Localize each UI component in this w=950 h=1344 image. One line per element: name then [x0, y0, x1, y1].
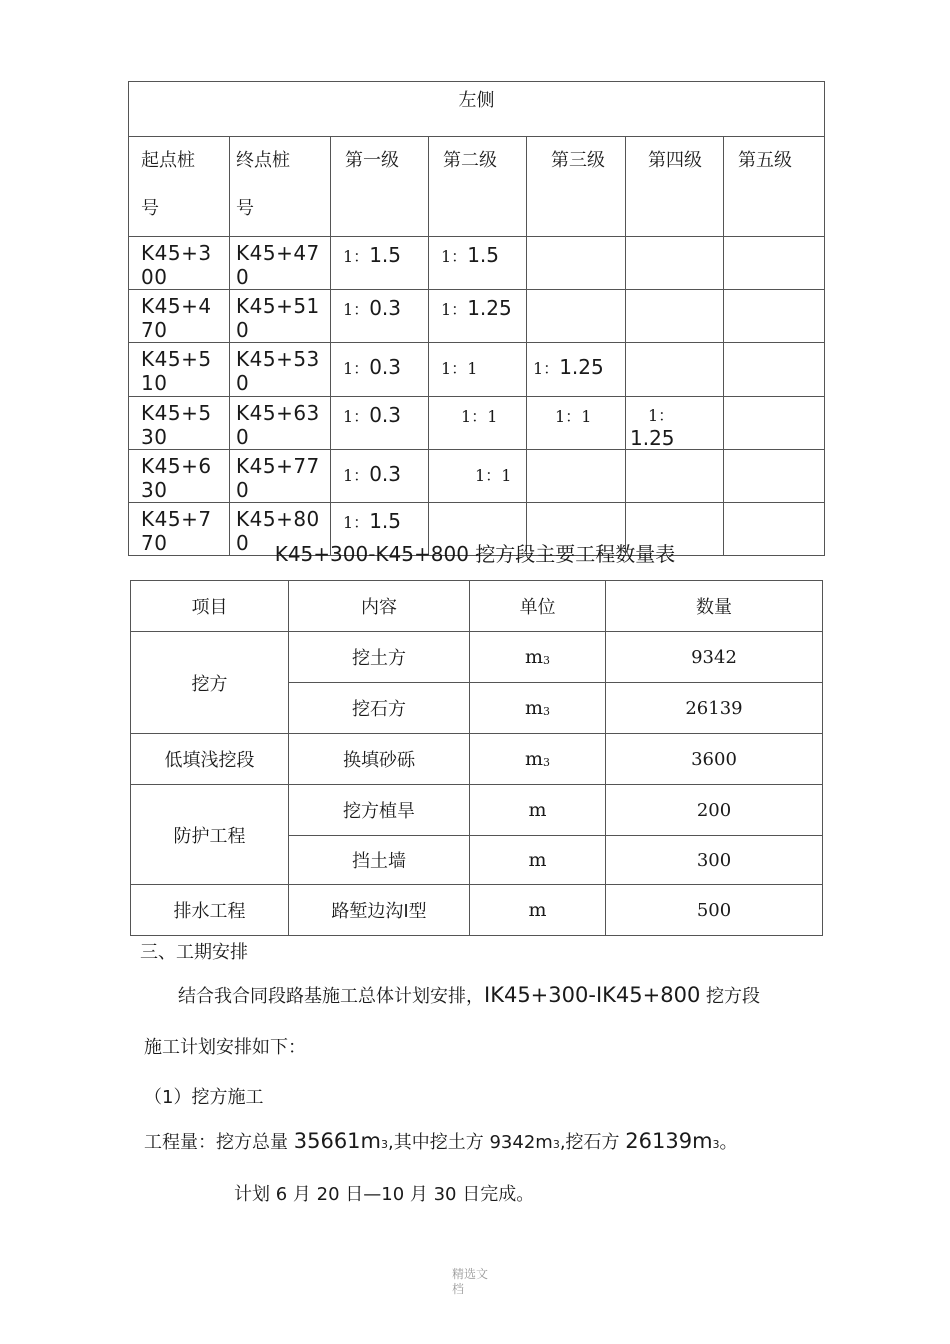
end-stake-cell — [230, 237, 331, 290]
level-5-cell — [724, 237, 825, 290]
header-text: 终点桩 — [236, 150, 290, 171]
stake-text: 0 — [236, 478, 250, 502]
unit-cell — [470, 836, 606, 885]
header-end-stake — [230, 137, 331, 237]
unit-text: m — [528, 849, 547, 871]
ratio-prefix: 1： — [343, 300, 370, 319]
stake-range: IK45+300-IK45+800 — [484, 983, 701, 1007]
ratio-value: 1 — [501, 466, 512, 485]
stake-text: 10 — [141, 371, 168, 395]
table-row — [131, 632, 823, 683]
ratio-value: 1.5 — [369, 243, 401, 267]
stake-text: 0 — [236, 371, 250, 395]
end-stake-cell — [230, 450, 331, 503]
level-1-cell — [331, 450, 429, 503]
level-5-cell — [724, 450, 825, 503]
level-2-cell — [429, 237, 527, 290]
unit-exponent: 3 — [552, 1138, 560, 1151]
level-1-cell — [331, 237, 429, 290]
quantity-text: ,挖石方 — [559, 1132, 626, 1153]
unit-text: m — [524, 748, 544, 770]
quantity-table-caption: K45+300-K45+800 挖方段主要工程数量表 — [274, 542, 676, 566]
ratio-value: 1 — [467, 359, 478, 378]
stake-text: K45+53 — [236, 347, 320, 371]
stake-text: 30 — [141, 478, 168, 502]
unit-text: m — [360, 1129, 382, 1153]
stake-text: K45+4 — [141, 294, 212, 318]
header-text: 号 — [141, 198, 159, 219]
unit-text: m — [528, 799, 547, 821]
level-3-cell — [527, 397, 626, 450]
header-item: 项目 — [131, 581, 289, 632]
quantity-table — [130, 580, 823, 936]
ratio-prefix: 1： — [441, 247, 468, 266]
stake-text: K45+6 — [141, 454, 212, 478]
group-low-fill: 低填浅挖段 — [131, 734, 289, 785]
table-title-row — [129, 82, 825, 137]
ratio-value: 1.25 — [467, 296, 512, 320]
table-row — [131, 785, 823, 836]
ratio-prefix: 1： — [461, 407, 488, 426]
unit-exponent: 3 — [543, 756, 551, 769]
header-unit: 单位 — [470, 581, 606, 632]
header-text: 号 — [236, 198, 254, 219]
table-row — [131, 885, 823, 936]
group-protection: 防护工程 — [131, 785, 289, 885]
stake-text: 70 — [141, 531, 168, 555]
ratio-value: 1.25 — [630, 426, 675, 450]
quantity-text: 工程量：挖方总量 — [144, 1132, 294, 1153]
ratio-value: 0.3 — [369, 462, 401, 486]
total-volume: 35661 — [293, 1129, 361, 1153]
start-stake-cell — [129, 237, 230, 290]
table-header-row — [131, 581, 823, 632]
unit-text: m — [528, 899, 547, 921]
unit-cell — [470, 885, 606, 936]
level-4-cell — [626, 397, 724, 450]
ratio-prefix: 1： — [343, 466, 370, 485]
ratio-prefix: 1： — [533, 359, 560, 378]
header-level-1: 第一级 — [331, 137, 429, 237]
end-stake-cell — [230, 343, 331, 397]
ratio-prefix: 1： — [343, 247, 370, 266]
start-stake-cell — [129, 450, 230, 503]
table-header-row — [129, 137, 825, 237]
quantity-text: 。 — [719, 1132, 738, 1153]
level-4-cell — [626, 290, 724, 343]
level-3-cell — [527, 290, 626, 343]
unit-cell — [470, 683, 606, 734]
header-quantity: 数量 — [606, 581, 823, 632]
quantity-cell: 9342 — [606, 632, 823, 683]
quantity-cell: 3600 — [606, 734, 823, 785]
level-1-cell — [331, 397, 429, 450]
unit-exponent: 3 — [543, 705, 551, 718]
level-2-cell — [429, 450, 527, 503]
unit-text: m — [524, 697, 544, 719]
footer-watermark — [452, 1267, 488, 1297]
level-2-cell — [429, 343, 527, 397]
quantity-line — [144, 1128, 738, 1154]
start-stake-cell — [129, 397, 230, 450]
table-row — [129, 237, 825, 290]
unit-exponent: 3 — [543, 654, 551, 667]
start-stake-cell — [129, 290, 230, 343]
stake-text: K45+80 — [236, 507, 320, 531]
rock-volume: 26139 — [625, 1129, 693, 1153]
stake-text: 70 — [141, 318, 168, 342]
content-cell: 挡土墙 — [289, 836, 470, 885]
unit-text: m — [692, 1129, 713, 1153]
header-start-stake — [129, 137, 230, 237]
level-5-cell — [724, 343, 825, 397]
unit-exponent: 3 — [381, 1138, 389, 1151]
table-title: 左侧 — [129, 82, 825, 137]
ratio-value: 0.3 — [369, 403, 401, 427]
slope-ratio-table — [128, 81, 825, 556]
quantity-cell: 200 — [606, 785, 823, 836]
stake-text: 00 — [141, 265, 168, 289]
ratio-prefix: 1： — [475, 466, 502, 485]
table-row — [131, 734, 823, 785]
quantity-cell: 500 — [606, 885, 823, 936]
schedule-line: 计划 6 月 20 日—10 月 30 日完成。 — [234, 1184, 535, 1205]
header-level-5: 第五级 — [724, 137, 825, 237]
level-1-cell — [331, 343, 429, 397]
stake-text: 0 — [236, 265, 250, 289]
level-3-cell — [527, 237, 626, 290]
header-level-4: 第四级 — [626, 137, 724, 237]
quantity-cell: 300 — [606, 836, 823, 885]
ratio-prefix: 1： — [555, 407, 582, 426]
stake-text: K45+51 — [236, 294, 320, 318]
end-stake-cell — [230, 290, 331, 343]
unit-cell — [470, 734, 606, 785]
quantity-cell: 26139 — [606, 683, 823, 734]
level-4-cell — [626, 237, 724, 290]
content-cell: 挖石方 — [289, 683, 470, 734]
content-cell: 路堑边沟Ⅰ型 — [289, 885, 470, 936]
stake-text: K45+7 — [141, 507, 212, 531]
ratio-prefix: 1： — [343, 359, 370, 378]
ratio-prefix: 1： — [343, 407, 370, 426]
table-row — [129, 290, 825, 343]
content-cell: 挖方植旱 — [289, 785, 470, 836]
stake-text: K45+63 — [236, 401, 320, 425]
level-2-cell — [429, 290, 527, 343]
stake-text: 0 — [236, 531, 250, 555]
table-row — [129, 397, 825, 450]
paragraph-text: 结合我合同段路基施工总体计划安排， — [178, 986, 484, 1007]
content-cell: 挖土方 — [289, 632, 470, 683]
unit-text: m — [524, 646, 544, 668]
footer-text: 精选文 — [452, 1267, 489, 1281]
level-1-cell — [331, 290, 429, 343]
paragraph-plan — [178, 982, 760, 1008]
stake-text: K45+47 — [236, 241, 320, 265]
unit-cell — [470, 632, 606, 683]
table-row — [129, 343, 825, 397]
stake-text: K45+3 — [141, 241, 212, 265]
unit-exponent: 3 — [712, 1138, 720, 1151]
paragraph-text: 挖方段 — [700, 986, 761, 1007]
start-stake-cell — [129, 343, 230, 397]
ratio-value: 0.3 — [369, 355, 401, 379]
quantity-text: ,其中挖土方 9342m — [388, 1132, 553, 1153]
paragraph-plan-continued: 施工计划安排如下： — [144, 1037, 306, 1058]
stake-text: 30 — [141, 425, 168, 449]
ratio-value: 1 — [487, 407, 498, 426]
end-stake-cell — [230, 397, 331, 450]
stake-text: 0 — [236, 318, 250, 342]
footer-text: 档 — [452, 1282, 465, 1296]
stake-text: K45+77 — [236, 454, 320, 478]
ratio-prefix: 1： — [441, 300, 468, 319]
header-level-3: 第三级 — [527, 137, 626, 237]
level-5-cell — [724, 290, 825, 343]
ratio-value: 1.5 — [369, 509, 401, 533]
level-5-cell — [724, 397, 825, 450]
ratio-value: 0.3 — [369, 296, 401, 320]
header-text: 起点桩 — [141, 150, 195, 171]
level-3-cell — [527, 343, 626, 397]
level-2-cell — [429, 397, 527, 450]
ratio-prefix: 1： — [441, 359, 468, 378]
ratio-prefix: 1： — [343, 513, 370, 532]
header-level-2: 第二级 — [429, 137, 527, 237]
group-excavation: 挖方 — [131, 632, 289, 734]
content-cell: 换填砂砾 — [289, 734, 470, 785]
stake-text: 0 — [236, 425, 250, 449]
stake-text: K45+5 — [141, 347, 212, 371]
ratio-value: 1.25 — [559, 355, 604, 379]
ratio-value: 1 — [581, 407, 592, 426]
table-row — [129, 450, 825, 503]
sub-heading: （1）挖方施工 — [144, 1087, 264, 1108]
group-drainage: 排水工程 — [131, 885, 289, 936]
header-content: 内容 — [289, 581, 470, 632]
level-3-cell — [527, 450, 626, 503]
section-heading: 三、工期安排 — [140, 942, 248, 963]
stake-text: K45+5 — [141, 401, 212, 425]
ratio-value: 1.5 — [467, 243, 499, 267]
level-4-cell — [626, 450, 724, 503]
unit-cell — [470, 785, 606, 836]
level-4-cell — [626, 343, 724, 397]
ratio-prefix: 1： — [648, 406, 675, 425]
